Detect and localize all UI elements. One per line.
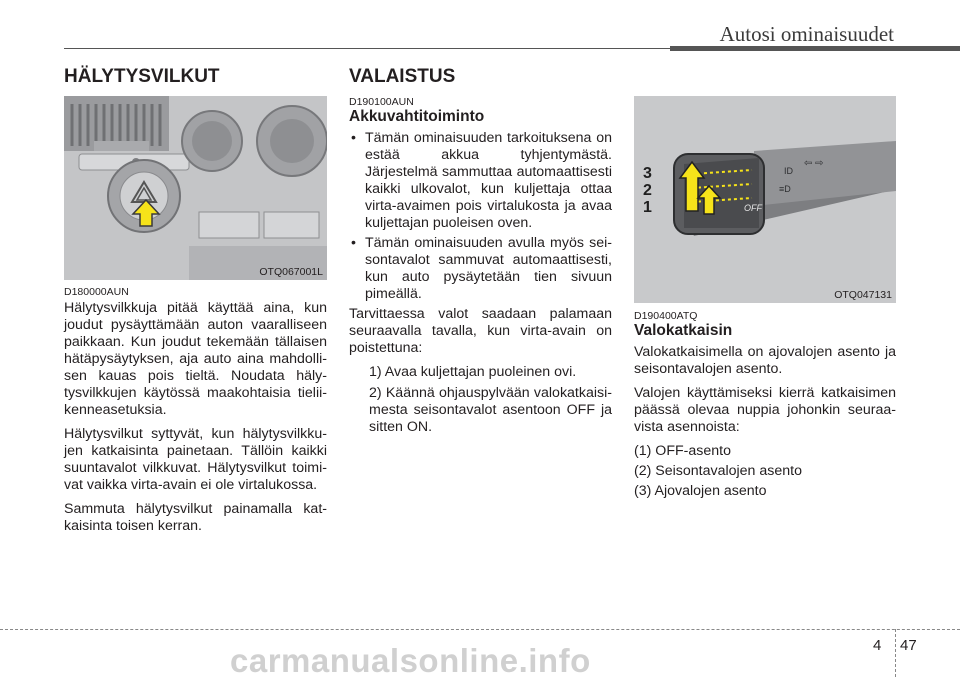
footer-rule <box>0 629 960 630</box>
subtitle-light-switch: Valokatkaisin <box>634 322 733 339</box>
paragraph: Hälytysvilkkuja pitää käyttää aina, kun joudut pysäyttämään auton vaaralliseen paikkaan. Kun joudut tekemään tällaisen hätäpysäytyksen, aja auto aina mahdollisen kauas pois tieltä. Noudata hälytysvilkkujen käytössä maakohtaisia tieliikenneasetuksia. <box>64 300 327 418</box>
section-code: D190400ATQ <box>634 310 698 322</box>
light-switch-photo <box>634 96 896 303</box>
light-switch-illustration <box>634 96 896 303</box>
battery-saver-body <box>349 130 612 440</box>
step-item: 2) Käännä ohjauspylvään valokatkaisimesta seisontavalot asentoon OFF ja sitten ON. <box>369 385 612 435</box>
subtitle-battery-saver: Akkuvahtitoiminto <box>349 108 485 125</box>
light-switch-body <box>634 344 896 507</box>
watermark: carmanualsonline.info <box>230 642 591 679</box>
svg-text:⇦ ⇨: ⇦ ⇨ <box>804 158 824 169</box>
hazard-body <box>64 300 327 542</box>
hazard-switch-illustration <box>64 96 327 280</box>
header-rule <box>64 48 735 49</box>
svg-text:≡D: ≡D <box>779 184 791 194</box>
position-item: (3) Ajovalojen asento <box>634 483 767 499</box>
paragraph: Hälytysvilkut syttyvät, kun hälytysvilkkujen katkaisinta painetaan. Tällöin kaikki suuntavalot vilkkuvat. Hälytysvilkut toimivat vaikka virta-avain ei ole virtalukossa. <box>64 426 327 493</box>
paragraph: Sammuta hälytysvilkut painamalla katkaisinta toisen kerran. <box>64 501 327 534</box>
page-number: 47 <box>900 637 917 654</box>
paragraph: Tarvittaessa valot saadaan palamaan seuraavalla tavalla, kun virta-avain on poistettuna: <box>349 306 612 356</box>
bullet-item: • Tämän ominaisuuden tarkoituksena on estää akkua tyhjentymästä. Järjestelmä sammuttaa automaattisesti kaikki ulkovalot, kun kuljettaja ottaa virta-avaimen pois virtalukosta ja avaa kuljettajan puoleisen oven. <box>349 130 612 232</box>
position-number-2: 2 <box>643 182 652 199</box>
chapter-number: 4 <box>873 637 882 654</box>
photo-label: OTQ067001L <box>259 266 323 278</box>
position-item: (1) OFF-asento <box>634 443 731 459</box>
section-code: D180000AUN <box>64 286 129 298</box>
running-header-title: Autosi ominaisuudet <box>719 22 894 46</box>
svg-text:ID: ID <box>784 166 793 176</box>
step-item: 1) Avaa kuljettajan puoleinen ovi. <box>369 364 577 380</box>
section-title-lighting: VALAISTUS <box>349 66 456 87</box>
hazard-switch-photo <box>64 96 327 280</box>
photo-off-label: OFF <box>744 203 762 213</box>
header-rule-thick <box>670 46 960 51</box>
section-title-hazard: HÄLYTYSVILKUT <box>64 66 220 87</box>
position-item: (2) Seisontavalojen asento <box>634 463 802 479</box>
paragraph: Valojen käyttämiseksi kierrä katkaisimen päässä olevaa nuppia johonkin seuraavista asennoista: <box>634 385 896 435</box>
photo-label: OTQ047131 <box>834 289 892 301</box>
footer-divider <box>895 629 896 677</box>
section-code: D190100AUN <box>349 96 414 108</box>
position-number-3: 3 <box>643 165 652 182</box>
paragraph: Valokatkaisimella on ajovalojen asento ja seisontavalojen asento. <box>634 344 896 377</box>
position-number-1: 1 <box>643 199 652 216</box>
bullet-item: • Tämän ominaisuuden avulla myös seisontavalot sammuvat automaattisesti, kun auto pysäytetään tien sivuun pimeällä. <box>349 235 612 303</box>
